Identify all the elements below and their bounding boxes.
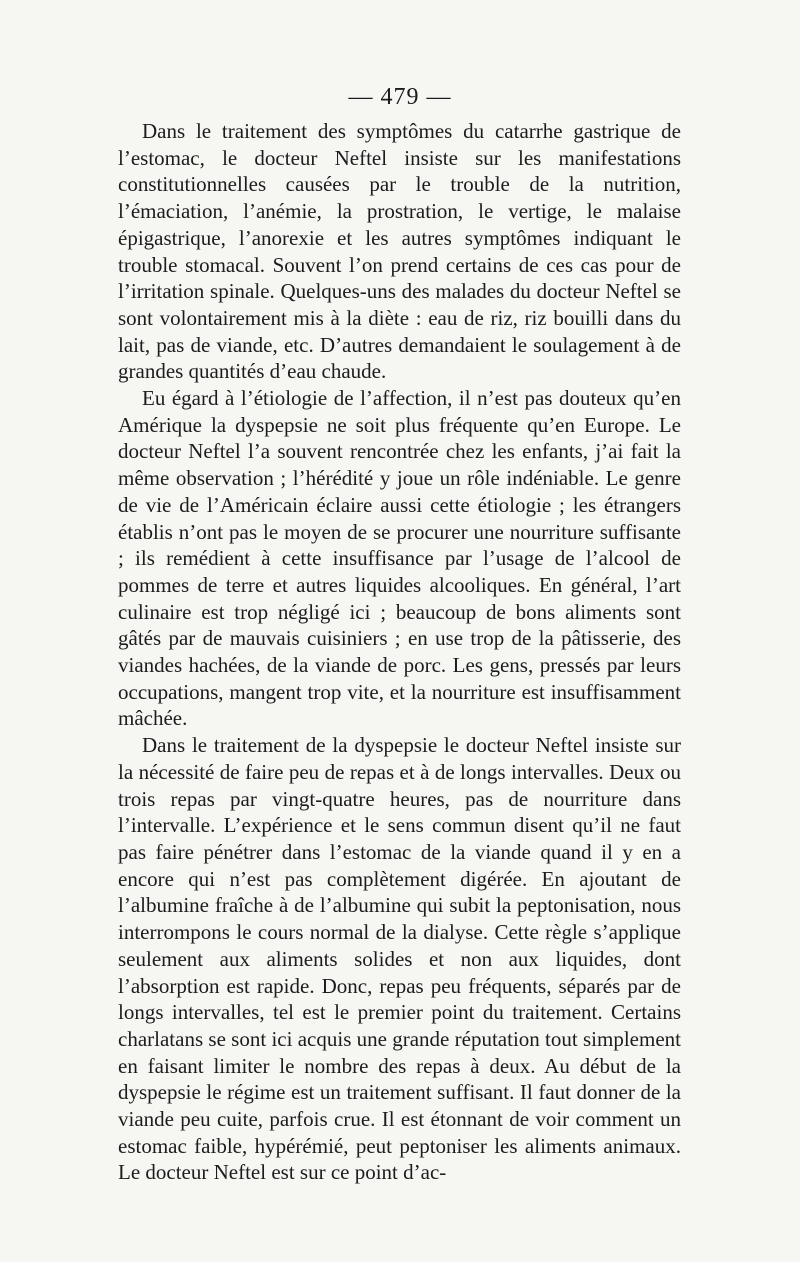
page-number: — 479 — xyxy=(348,84,452,110)
paragraph-2: Eu égard à l’étiologie de l’affection, il n’est pas douteux qu’en Amérique la dyspepsie ne soit plus fréquente qu’en Europe. Le docteur Neftel l’a souvent rencontrée chez les enfants, j’ai fait la même observation ; l’hérédité y joue un rôle indéniable. Le genre de vie de l’Américain éclaire aussi cette étiologie ; les étrangers établis n’ont pas le moyen de se procurer une nourriture suffisante ; ils remédient à cette insuffisance par l’usage de l’alcool de pommes de terre et autres liquides alcooliques. En général, l’art culinaire est trop négligé ici ; beaucoup de bons aliments sont gâtés par de mauvais cuisiniers ; en use trop de la pâtisserie, des viandes hachées, de la viande de porc. Les gens, pressés par leurs occupations, mangent trop vite, et la nourriture est insuffisamment mâchée. xyxy=(118,386,681,731)
paragraph-1: Dans le traitement des symptômes du catarrhe gastrique de l’estomac, le docteur Neftel insiste sur les manifestations constitutionnelles causées par le trouble de la nutrition, l’émaciation, l’anémie, la prostration, le vertige, le malaise épigastrique, l’anorexie et les autres symptômes indiquant le trouble stomacal. Souvent l’on prend certains de ces cas pour de l’irritation spinale. Quelques-uns des malades du docteur Neftel se sont volontairement mis à la diète : eau de riz, riz bouilli dans du lait, pas de viande, etc. D’autres demandaient le soulagement à de grandes quantités d’eau chaude. xyxy=(118,119,681,384)
paragraph-3: Dans le traitement de la dyspepsie le docteur Neftel insiste sur la nécessité de faire peu de repas et à de longs intervalles. Deux ou trois repas par vingt-quatre heures, pas de nourriture dans l’intervalle. L’expérience et le sens commun disent qu’il ne faut pas faire pénétrer dans l’estomac de la viande quand il y en a encore qui n’est pas complètement digérée. En ajoutant de l’albumine fraîche à de l’albumine qui subit la peptonisation, nous interrompons le cours normal de la dialyse. Cette règle s’applique seulement aux aliments solides et non aux liquides, dont l’absorption est rapide. Donc, repas peu fréquents, séparés par de longs intervalles, tel est le premier point du traitement. Certains charlatans se sont ici acquis une grande réputation tout simplement en faisant limiter le nombre des repas à deux. Au début de la dyspepsie le régime est un traitement suffisant. Il faut donner de la viande peu cuite, parfois crue. Il est étonnant de voir comment un estomac faible, hypérémié, peut peptoniser les aliments animaux. Le docteur Neftel est sur ce point d’ac- xyxy=(118,733,681,1185)
body-text xyxy=(118,118,681,1186)
